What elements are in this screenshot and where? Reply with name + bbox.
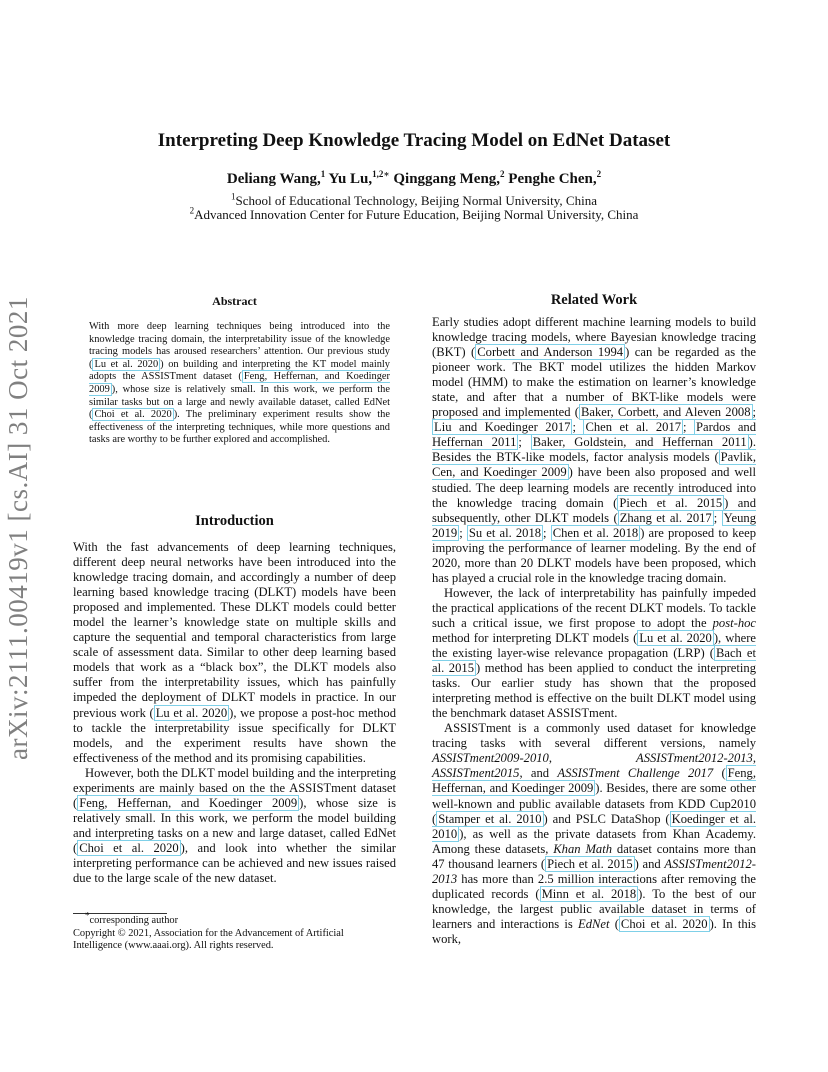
citation-link[interactable]: Pavlik, Cen, and Koedinger 2009: [432, 450, 756, 480]
author: Yu Lu,: [328, 171, 373, 187]
citation-link[interactable]: Lu et al. 2020: [155, 705, 228, 720]
citation-link[interactable]: Chen et al. 2017: [585, 420, 682, 435]
affiliation-text: Advanced Innovation Center for Future Education, Beijing Normal University, China: [194, 207, 639, 222]
author: Penghe Chen,: [508, 171, 597, 187]
italic-term: ASSISTment2012-2013: [432, 856, 756, 886]
citation-link[interactable]: Feng, Heffernan, and Koedinger 2009: [79, 795, 298, 810]
introduction-heading: Introduction: [195, 513, 274, 529]
author: Qinggang Meng,: [393, 171, 501, 187]
citation-link[interactable]: Feng, Heffernan, and Koedinger 2009: [432, 766, 756, 796]
citation-link[interactable]: Choi et al. 2020: [79, 840, 179, 855]
citation-link[interactable]: Zhang et al. 2017: [619, 510, 712, 525]
italic-term: ASSISTment2009-2010: [432, 751, 549, 766]
author-sup: 2: [500, 169, 505, 179]
paper-title: Interpreting Deep Knowledge Tracing Model on EdNet Dataset: [157, 130, 671, 151]
related-work-heading: Related Work: [550, 292, 638, 308]
arxiv-stamp: arXiv:2111.00419v1 [cs.AI] 31 Oct 2021: [3, 296, 33, 760]
abstract-section: [73, 294, 396, 447]
citation-link[interactable]: Choi et al. 2020: [94, 409, 172, 421]
citation-link[interactable]: Choi et al. 2020: [620, 916, 708, 931]
abstract-body: With more deep learning techniques being introduced into the knowledge tracing domain, the interpretability issue of the knowledge tracing models has aroused researchers’ attention. Our previous study ( Lu et al. 2020 ) on building and interpreting the KT model mainly adopts the ASSISTment dataset ( Feng, Heffernan, and Koedinger 2009 ), whose size is relatively small. In this work, we perform the similar tasks but on a large and newly available dataset, called EdNet ( Choi et al. 2020 ). The preliminary experiment results show the effectiveness of the interpreting techniques, while more questions and tasks are worthy to be further explored and accomplished.: [89, 321, 390, 446]
affiliation-sup: 1: [231, 191, 236, 202]
intro-paragraph-1: With the fast advancements of deep learning techniques, different deep neural networks have been introduced into the knowledge tracing domain, and accordingly a number of deep learning based knowledge tracing (DLKT) models have been proposed and implemented. These DLKT models could better model the learner’s knowledge state on multiple skills and capture the sequential and temporal characteristics from large scale of assessment data. Similar to other deep learning based models that work as a “black box”, the DLKT models also suffer from the interpretability issues, which has painfully impeded the deployment of DLKT models in practice. In our previous work ( Lu et al. 2020 ), we propose a post-hoc method to tackle the interpretability issue specifically for DLKT models, and the experiment results have shown the effectiveness of the method and its promising capabilities.: [73, 540, 396, 765]
affiliation-2: [0, 207, 828, 223]
footnote-note: corresponding author: [89, 915, 179, 926]
related-paragraph-1: Early studies adopt different machine learning models to build knowledge tracing models, where Bayesian knowledge tracing (BKT) ( Corbett and Anderson 1994 ) can be regarded as the pioneer work. The BKT model utilizes the hidden Markov model (HMM) to make the estimation on learner’s knowledge state, and after that a number of BKT-like models were proposed and implemented ( Baker, Corbett, and Aleven 2008 ; Liu and Koedinger 2017 ; Chen et al. 2017 ; Pardos and Heffernan 2011 ; Baker, Goldstein, and Heffernan 2011 ). Besides the BTK-like models, factor analysis models ( Pavlik, Cen, and Koedinger 2009 ) have been also proposed and well studied. The deep learning models are recently introduced into the knowledge tracing domain ( Piech et al. 2015 ) and subsequently, other DLKT models ( Zhang et al. 2017 ; Yeung 2019 ; Su et al. 2018 ; Chen et al. 2018 ) are proposed to keep improving the performance of learner modeling. By the end of 2020, more than 20 DLKT models have been proposed, which has played a crucial role in the knowledge tracing domain.: [432, 315, 757, 585]
introduction-section: [73, 513, 396, 886]
author-sup: 1: [320, 169, 326, 179]
related-paragraph-2: However, the lack of interpretability has painfully impeded the practical applications of the recent DLKT models. To tackle such a critical issue, we first propose to adopt the post-hoc method for interpreting DLKT models ( Lu et al. 2020 ), where the existing layer-wise relevance propagation (LRP) ( Bach et al. 2015 ) method has been applied to conduct the interpreting tasks. Our earlier study has shown that the proposed interpreting method is effective on the built DLKT model using the benchmark dataset ASSISTment.: [432, 585, 756, 721]
italic-term: ASSISTment Challenge 2017: [557, 766, 714, 781]
footnote-marker: *: [85, 910, 90, 921]
citation-link[interactable]: Yeung 2019: [432, 510, 756, 540]
author-sup: 1,2∗: [372, 169, 390, 179]
author-list: [0, 171, 828, 188]
citation-link[interactable]: Baker, Goldstein, and Heffernan 2011: [532, 435, 747, 450]
footnote-note-line: [73, 910, 396, 928]
citation-link[interactable]: Pardos and Heffernan 2011: [432, 420, 756, 450]
citation-link[interactable]: Stamper et al. 2010: [438, 811, 542, 826]
related-paragraph-3: ASSISTment is a commonly used dataset for knowledge tracing tasks with several different versions, namely ASSISTment2009-2010, ASSISTment2012-2013, ASSISTment2015, and ASSISTment Challenge 2017 ( Feng, Heffernan, and Koedinger 2009 ). Besides, there are some other well-known and public available datasets from KDD Cup2010 ( Stamper et al. 2010 ) and PSLC DataShop ( Koedinger et al. 2010 ), as well as the private datasets from Khan Academy. Among these datasets, Khan Math dataset contains more than 47 thousand learners ( Piech et al. 2015 ) and ASSISTment2012-2013 has more than 2.5 million interactions after removing the duplicated records ( Minn et al. 2018 ). To the best of our knowledge, the largest public available dataset in terms of learners and interactions is EdNet ( Choi et al. 2020 ). In this work,: [432, 721, 757, 946]
related-work-section: [432, 292, 756, 947]
citation-link[interactable]: Chen et al. 2018: [552, 525, 639, 540]
italic-term: ASSISTment2015: [432, 766, 520, 781]
author-sup: 2: [596, 169, 602, 179]
abstract-heading: Abstract: [212, 294, 257, 308]
italic-term: post-hoc: [712, 615, 756, 630]
citation-link[interactable]: Baker, Corbett, and Aleven 2008: [580, 405, 751, 420]
citation-link[interactable]: Su et al. 2018: [468, 525, 542, 540]
affiliation-sup: 2: [189, 205, 195, 216]
citation-link[interactable]: Piech et al. 2015: [547, 856, 633, 871]
citation-link[interactable]: Bach et al. 2015: [432, 646, 756, 676]
citation-link[interactable]: Feng, Heffernan, and Koedinger 2009: [89, 371, 390, 395]
citation-link[interactable]: Liu and Koedinger 2017: [434, 420, 571, 435]
citation-link[interactable]: Lu et al. 2020: [94, 358, 159, 370]
citation-link[interactable]: Piech et al. 2015: [619, 495, 723, 510]
citation-link[interactable]: Koedinger et al. 2010: [432, 811, 756, 841]
citation-link[interactable]: Corbett and Anderson 1994: [477, 345, 624, 360]
affiliation-text: School of Educational Technology, Beijing Normal University, China: [235, 193, 597, 208]
italic-term: Khan Math: [553, 841, 613, 856]
citation-link[interactable]: Minn et al. 2018: [541, 886, 637, 901]
copyright-line-1: Copyright © 2021, Association for the Advancement of Artificial: [73, 927, 344, 939]
italic-term: ASSISTment2012-2013: [636, 751, 753, 766]
intro-paragraph-2: However, both the DLKT model building and the interpreting experiments are mainly based on the the ASSISTment dataset ( Feng, Heffernan, and Koedinger 2009 ), whose size is relatively small. In this work, we perform the model building and interpreting tasks on a new and large dataset, called EdNet ( Choi et al. 2020 ), and look into whether the similar interpreting performance can be achieved and new issues raised due to the large scale of the new dataset.: [73, 765, 397, 886]
citation-link[interactable]: Lu et al. 2020: [639, 630, 712, 645]
footnote: [73, 910, 396, 953]
copyright-line-2: Intelligence (www.aaai.org). All rights reserved.: [73, 940, 274, 952]
italic-term: EdNet: [578, 916, 610, 931]
author: Deliang Wang,: [226, 171, 321, 187]
